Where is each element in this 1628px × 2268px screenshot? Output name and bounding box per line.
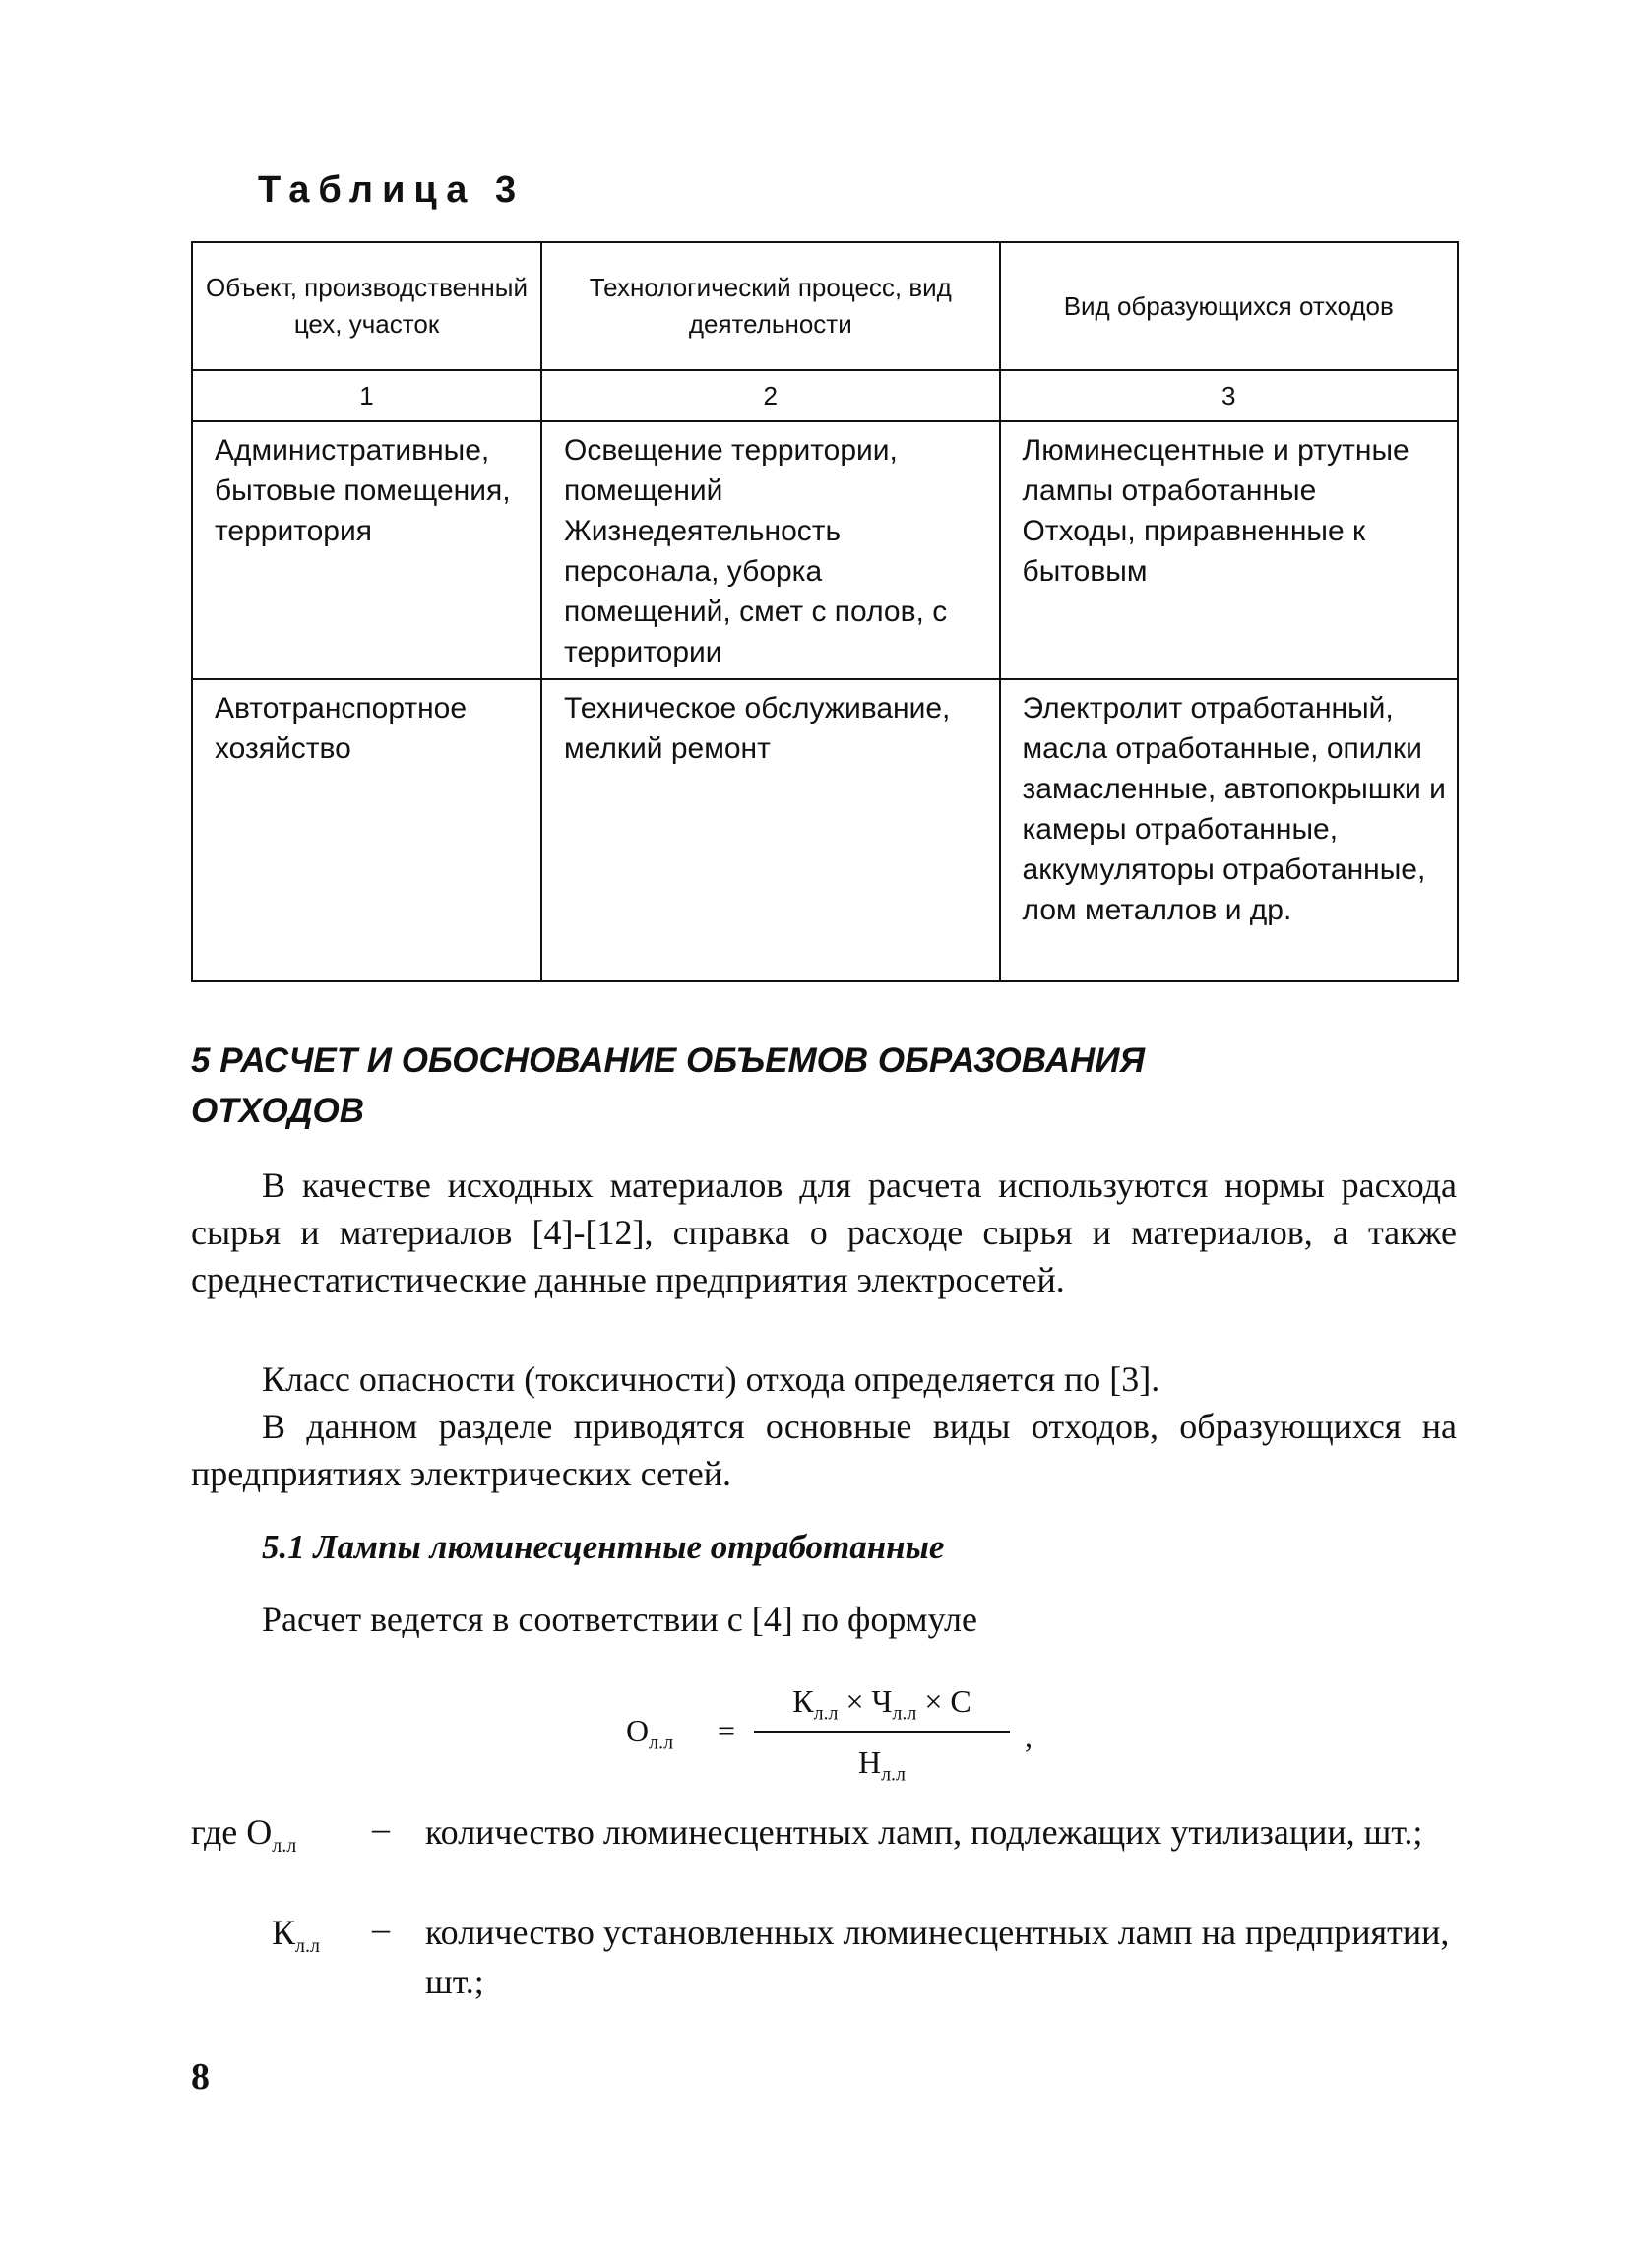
table-row bbox=[192, 421, 1458, 679]
column-number: 3 bbox=[1000, 370, 1458, 421]
formula-equals: = bbox=[718, 1713, 736, 1748]
table-row bbox=[192, 679, 1458, 981]
waste-table bbox=[191, 241, 1459, 982]
column-number: 2 bbox=[541, 370, 999, 421]
formula-comma: , bbox=[1025, 1719, 1033, 1754]
header-process: Технологический процесс, вид деятельности bbox=[541, 242, 999, 370]
formula-subscript: л.л bbox=[892, 1702, 917, 1725]
cell-text: Автотранспортное хозяйство bbox=[215, 692, 468, 765]
term-subscript: л.л bbox=[295, 1935, 320, 1958]
table-caption: Таблица 3 bbox=[258, 169, 526, 211]
paragraph: В данном разделе приводятся основные виды отходов, образующихся на предприятиях электрических сетей. bbox=[191, 1407, 1457, 1493]
term-symbol: К bbox=[272, 1913, 296, 1952]
formula-symbol: К bbox=[792, 1683, 814, 1719]
cell-text: Техническое обслуживание, мелкий ремонт bbox=[564, 692, 951, 765]
formula-subscript: л.л bbox=[881, 1763, 907, 1786]
cell-text: Люминесцентные и ртутные лампы отработанные bbox=[1022, 434, 1409, 507]
formula-subscript: л.л bbox=[813, 1702, 839, 1725]
formula-symbol: × С bbox=[916, 1683, 971, 1719]
term-subscript: л.л bbox=[272, 1835, 297, 1858]
formula-symbol: О bbox=[626, 1713, 650, 1748]
header-object: Объект, производственный цех, участок bbox=[192, 242, 541, 370]
cell-waste bbox=[1000, 421, 1458, 679]
cell-text: Жизнедеятельность персонала, уборка помещений, смет с полов, с территории bbox=[564, 515, 948, 668]
section-title: 5 РАСЧЕТ И ОБОСНОВАНИЕ ОБЪЕМОВ ОБРАЗОВАНИЯ ОТХОДОВ bbox=[191, 1041, 1145, 1130]
definition-dash: – bbox=[372, 1909, 390, 1948]
paragraph: Класс опасности (токсичности) отхода определяется по [3]. bbox=[262, 1359, 1160, 1399]
cell-process bbox=[541, 421, 999, 679]
subsection-title: 5.1 Лампы люминесцентные отработанные bbox=[262, 1528, 945, 1566]
formula-symbol: Н bbox=[857, 1744, 882, 1780]
cell-text: Административные, бытовые помещения, территория bbox=[215, 434, 511, 547]
formula-intro: Расчет ведется в соответствии с [4] по формуле bbox=[262, 1600, 977, 1639]
definition-text: количество люминесцентных ламп, подлежащих утилизации, шт.; bbox=[425, 1812, 1423, 1852]
header-waste-type: Вид образующихся отходов bbox=[1000, 242, 1458, 370]
cell-text: Электролит отработанный, масла отработанные, опилки замасленные, автопокрышки и камеры отработанные, аккумуляторы отработанные, лом металлов и др. bbox=[1022, 692, 1446, 926]
cell-process bbox=[541, 679, 999, 981]
formula-denominator bbox=[754, 1744, 1010, 1786]
cell-object bbox=[192, 679, 541, 981]
column-number: 1 bbox=[192, 370, 541, 421]
definition-term bbox=[272, 1908, 320, 1971]
cell-text: Отходы, приравненные к бытовым bbox=[1022, 515, 1366, 588]
definition-text: количество установленных люминесцентных ламп на предприятии, шт.; bbox=[425, 1913, 1450, 2001]
formula-subscript: л.л bbox=[649, 1732, 674, 1754]
formula-numerator bbox=[754, 1683, 1010, 1725]
column-number-row bbox=[192, 370, 1458, 421]
formula-symbol: × Ч bbox=[838, 1683, 893, 1719]
paragraph: В качестве исходных материалов для расчета используются нормы расхода сырья и материалов [4]-[12], справка о расходе сырья и материалов, а также среднестатистические данные предприятия электросетей. bbox=[191, 1166, 1457, 1299]
formula-lhs bbox=[626, 1713, 673, 1754]
definition-term bbox=[191, 1807, 296, 1870]
cell-text: Освещение территории, помещений bbox=[564, 434, 898, 507]
table-header-row bbox=[192, 242, 1458, 370]
term-symbol: где О bbox=[191, 1812, 273, 1852]
page-number: 8 bbox=[191, 2056, 210, 2098]
cell-object bbox=[192, 421, 541, 679]
fraction-bar bbox=[754, 1731, 1010, 1732]
formula bbox=[626, 1683, 1059, 1792]
definition-dash: – bbox=[372, 1808, 390, 1848]
cell-waste bbox=[1000, 679, 1458, 981]
